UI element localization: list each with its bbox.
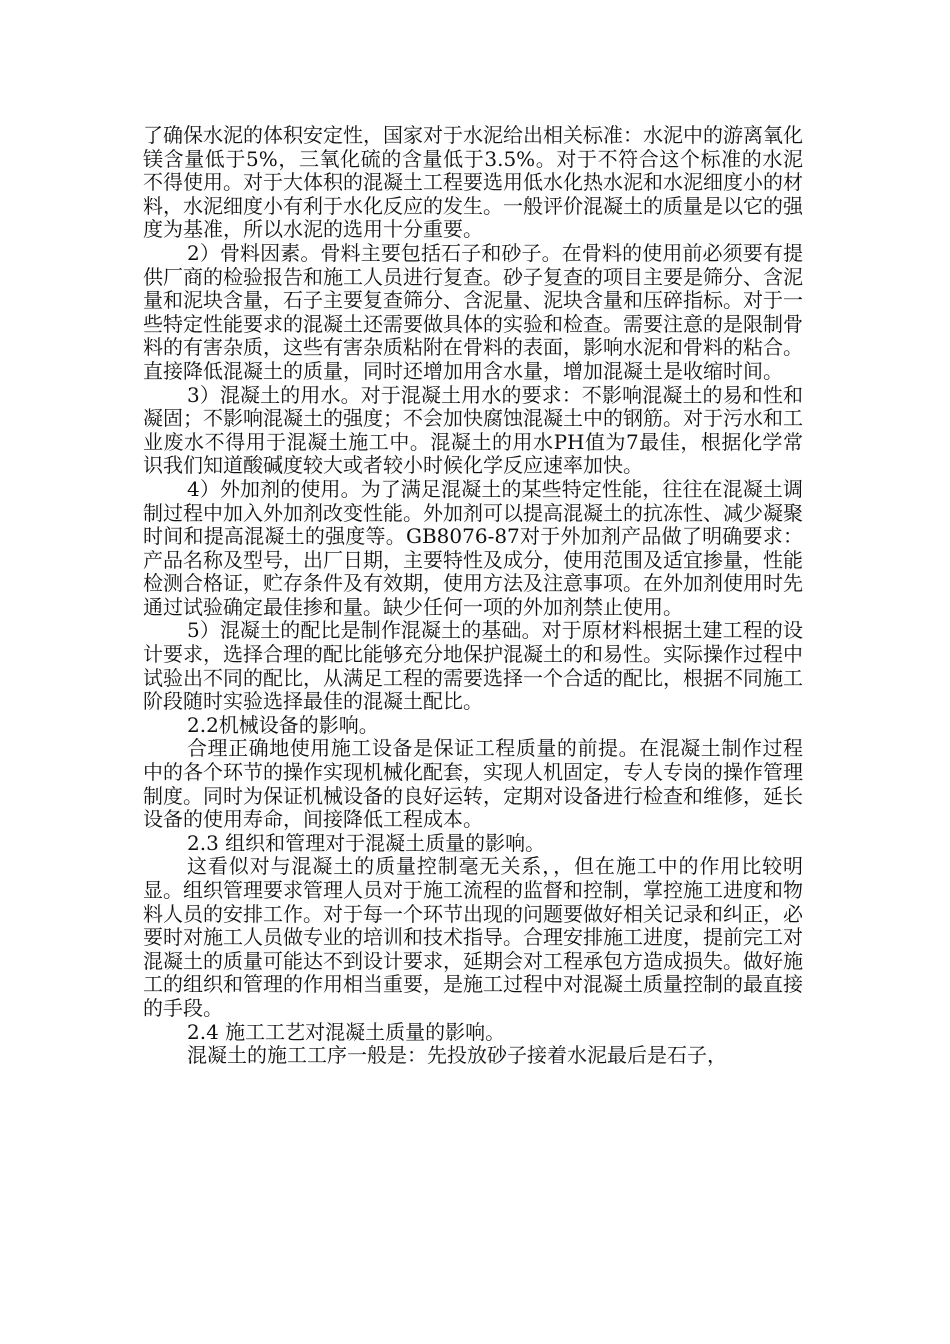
paragraph: 合理正确地使用施工设备是保证工程质量的前提。在混凝土制作过程中的各个环节的操作实现机械化配套，实现人机固定，专人专岗的操作管理制度。同时为保证机械设备的良好运转，定期对设备进行检查和维修，延长设备的使用寿命，间接降低工程成本。	[143, 736, 803, 832]
paragraph: 2）骨料因素。骨料主要包括石子和砂子。在骨料的使用前必须要有提供厂商的检验报告和施工人员进行复查。砂子复查的项目主要是筛分、含泥量和泥块含量，石子主要复查筛分、含泥量、泥块含量和压碎指标。对于一些特定性能要求的混凝土还需要做具体的实验和检查。需要注意的是限制骨料的有害杂质，这些有害杂质粘附在骨料的表面，影响水泥和骨料的粘合。直接降低混凝土的质量，同时还增加用含水量，增加混凝土是收缩时间。	[143, 240, 803, 383]
section-heading: 2.2机械设备的影响。	[187, 712, 379, 737]
section-heading: 2.4 施工工艺对混凝土质量的影响。	[187, 1019, 506, 1044]
paragraph: 这看似对与混凝土的质量控制毫无关系，，但在施工中的作用比较明显。组织管理要求管理人员对于施工流程的监督和控制，掌控施工进度和物料人员的安排工作。对于每一个环节出现的问题要做好相关记录和纠正，必要时对施工人员做专业的培训和技术指导。合理安排施工进度，提前完工对混凝土的质量可能达不到设计要求，延期会对工程承包方造成损失。做好施工的组织和管理的作用相当重要，是施工过程中对混凝土质量控制的最直接的手段。	[143, 854, 803, 1020]
paragraph: 混凝土的施工工序一般是：先投放砂子接着水泥最后是石子，	[187, 1043, 727, 1068]
paragraph: 4）外加剂的使用。为了满足混凝土的某些特定性能，往往在混凝土调制过程中加入外加剂改变性能。外加剂可以提高混凝土的抗冻性、减少凝聚时间和提高混凝土的强度等。GB8076-87对于外加剂产品做了明确要求：产品名称及型号，出厂日期，主要特性及成分，使用范围及适宜掺量，性能检测合格证，贮存条件及有效期，使用方法及注意事项。在外加剂使用时先通过试验确定最佳掺和量。缺少任何一项的外加剂禁止使用。	[143, 476, 803, 619]
section-heading: 2.3 组织和管理对于混凝土质量的影响。	[187, 830, 546, 855]
paragraph: 5）混凝土的配比是制作混凝土的基础。对于原材料根据土建工程的设计要求，选择合理的配比能够充分地保护混凝土的和易性。实际操作过程中试验出不同的配比，从满足工程的需要选择一个合适的配比，根据不同施工阶段随时实验选择最佳的混凝土配比。	[143, 618, 803, 714]
paragraph: 3）混凝土的用水。对于混凝土用水的要求：不影响混凝土的易和性和凝固；不影响混凝土的强度；不会加快腐蚀混凝土中的钢筋。对于污水和工业废水不得用于混凝土施工中。混凝土的用水PH值为7最佳，根据化学常识我们知道酸碱度较大或者较小时候化学反应速率加快。	[143, 382, 803, 478]
paragraph: 了确保水泥的体积安定性，国家对于水泥给出相关标准：水泥中的游离氧化镁含量低于5%，三氧化硫的含量低于3.5%。对于不符合这个标准的水泥不得使用。对于大体积的混凝土工程要选用低水化热水泥和水泥细度小的材料，水泥细度小有利于水化反应的发生。一般评价混凝土的质量是以它的强度为基准，所以水泥的选用十分重要。	[143, 123, 803, 242]
document-body	[143, 124, 803, 1068]
